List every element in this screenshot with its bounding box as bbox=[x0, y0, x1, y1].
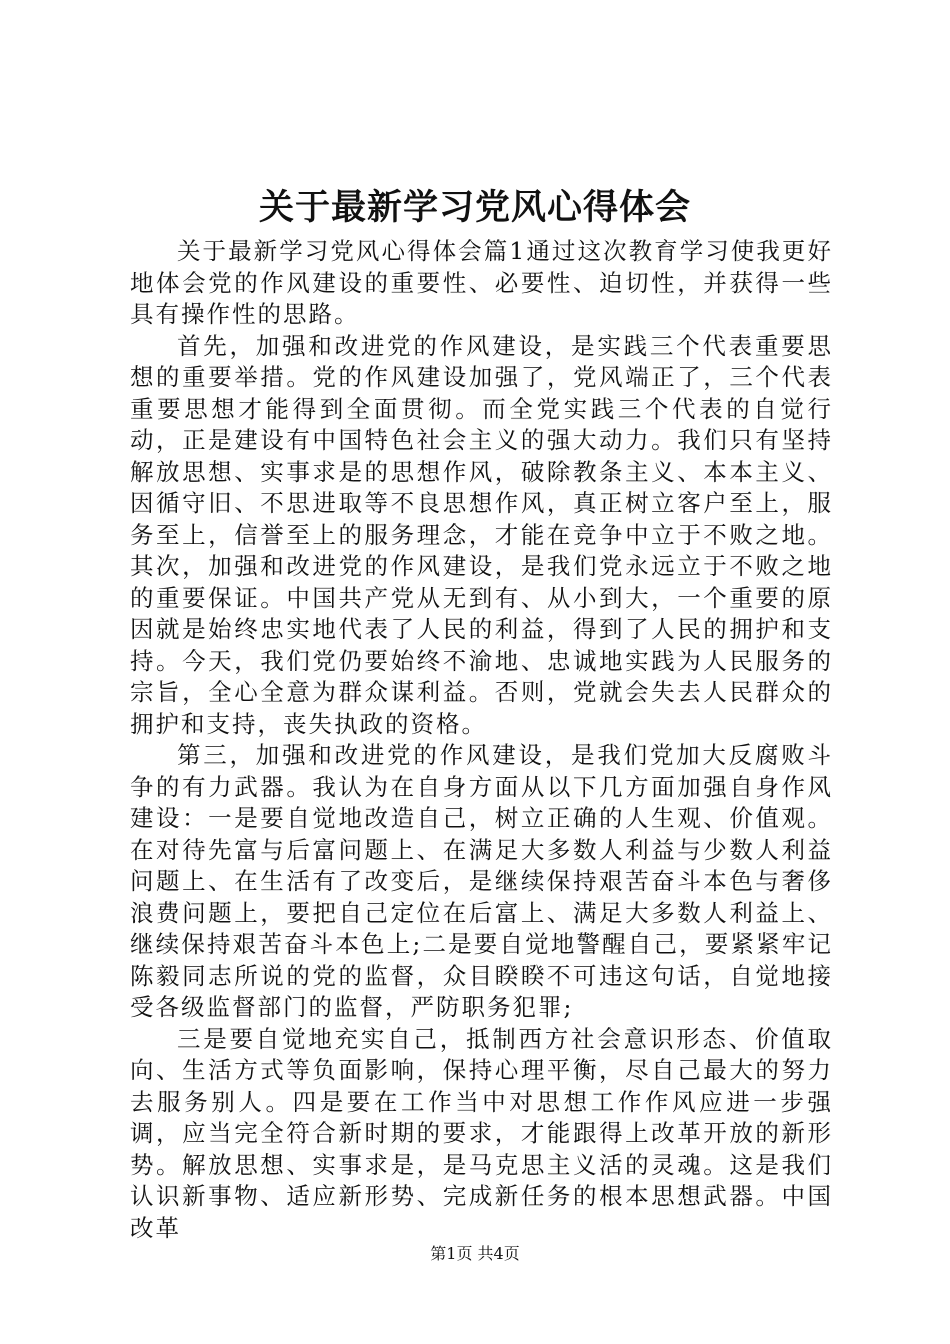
paragraph-first-second: 首先，加强和改进党的作风建设，是实践三个代表重要思想的重要举措。党的作风建设加强了，党风端正了，三个代表重要思想才能得到全面贯彻。而全党实践三个代表的自觉行动，正是建设有中国特色社会主义的强大动力。我们只有坚持解放思想、实事求是的思想作风，破除教条主义、本本主义、因循守旧、不思进取等不良思想作风，真正树立客户至上，服务至上，信誉至上的服务理念，才能在竞争中立于不败之地。其次，加强和改进党的作风建设，是我们党永远立于不败之地的重要保证。中国共产党从无到有、从小到大，一个重要的原因就是始终忠实地代表了人民的利益，得到了人民的拥护和支持。今天，我们党仍要始终不渝地、忠诚地实践为人民服务的宗旨，全心全意为群众谋利益。否则，党就会失去人民群众的拥护和支持，丧失执政的资格。 bbox=[130, 331, 833, 738]
paragraph-continued: 三是要自觉地充实自己，抵制西方社会意识形态、价值取向、生活方式等负面影响，保持心理平衡，尽自己最大的努力去服务别人。四是要在工作当中对思想工作作风应进一步强调，应当完全符合新时期的要求，才能跟得上改革开放的新形势。解放思想、实事求是，是马克思主义活的灵魂。这是我们认识新事物、适应新形势、完成新任务的根本思想武器。中国改革 bbox=[130, 1024, 833, 1242]
document-title: 关于最新学习党风心得体会 bbox=[258, 187, 691, 228]
paragraph-intro: 关于最新学习党风心得体会篇1通过这次教育学习使我更好地体会党的作风建设的重要性、必要性、迫切性，并获得一些具有操作性的思路。 bbox=[130, 237, 833, 328]
document-body bbox=[130, 236, 833, 1244]
paragraph-third: 第三，加强和改进党的作风建设，是我们党加大反腐败斗争的有力武器。我认为在自身方面从以下几方面加强自身作风建设：一是要自觉地改造自己，树立正确的人生观、价值观。在对待先富与后富问题上、在满足大多数人利益与少数人利益问题上、在生活有了改变后，是继续保持艰苦奋斗本色与奢侈浪费问题上，要把自己定位在后富上、满足大多数人利益上、继续保持艰苦奋斗本色上;二是要自觉地警醒自己，要紧紧牢记陈毅同志所说的党的监督，众目睽睽不可违这句话，自觉地接受各级监督部门的监督，严防职务犯罪; bbox=[130, 741, 833, 1021]
page-number-footer: 第1页 共4页 bbox=[430, 1244, 520, 1263]
